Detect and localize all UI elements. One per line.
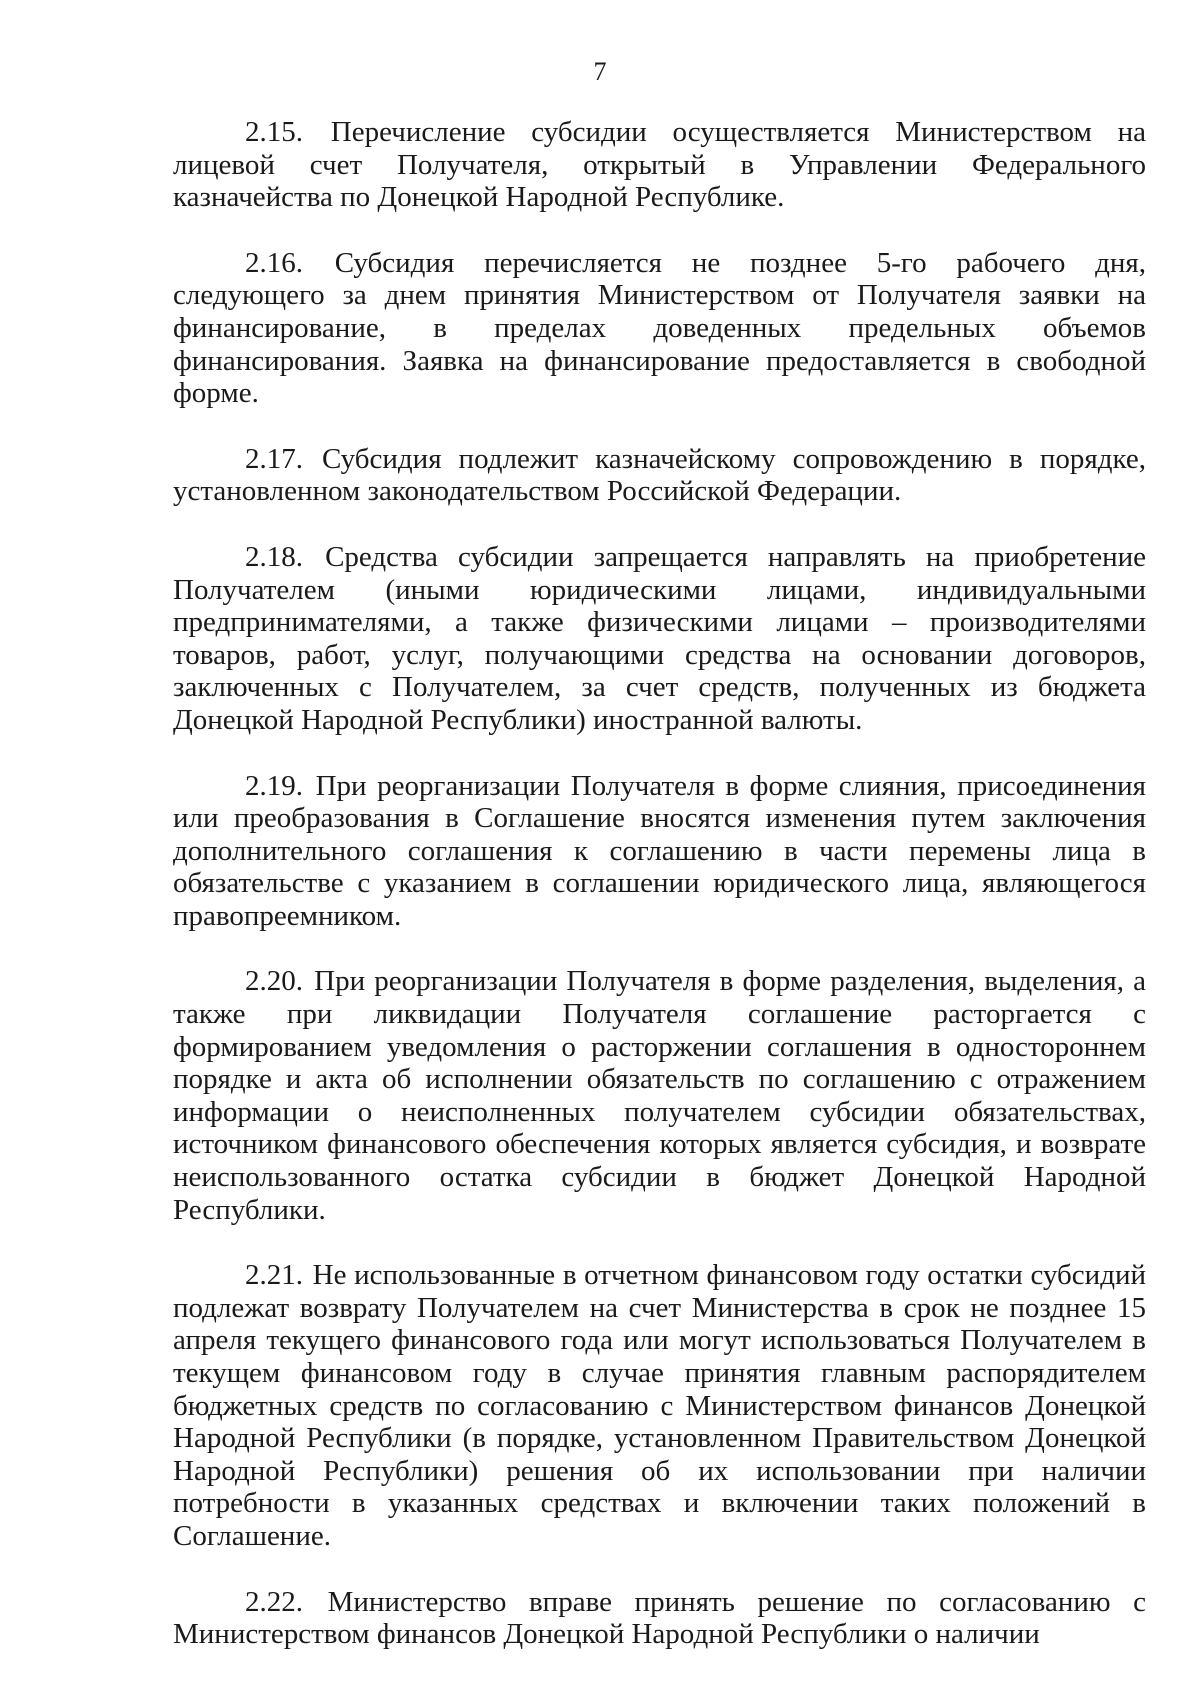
- paragraph-number: 2.20.: [245, 965, 303, 998]
- paragraph-2-18: [173, 541, 1146, 737]
- paragraph-text: Не использованные в отчетном финансовом году остатки субсидий подлежат возврату Получателем на счет Министерства в срок не позднее 15 апреля текущего финансового года или могут использоваться Получателем в текущем финансовом году в случае принятия главным распорядителем бюджетных средств по согласованию с Министерством финансов Донецкой Народной Республики (в порядке, установленном Правительством Донецкой Народной Республики) решения об их использовании при наличии потребности в указанных средствах и включении таких положений в Соглашение.: [173, 1259, 1146, 1552]
- paragraph-2-16: [173, 247, 1146, 410]
- paragraph-text: При реорганизации Получателя в форме слияния, присоединения или преобразования в Соглашение вносятся изменения путем заключения дополнительного соглашения к соглашению в части перемены лица в обязательстве с указанием в соглашении юридического лица, являющегося правопреемником.: [173, 769, 1147, 932]
- paragraph-text: Субсидия перечисляется не позднее 5-го рабочего дня, следующего за днем принятия Министерством от Получателя заявки на финансирование, в пределах доведенных предельных объемов финансирования. Заявка на финансирование предоставляется в свободной форме.: [173, 246, 1147, 410]
- paragraph-2-15: [173, 116, 1146, 214]
- paragraph-number: 2.19.: [245, 769, 303, 802]
- paragraph-text: При реорганизации Получателя в форме разделения, выделения, а также при ликвидации Получателя соглашение расторгается с формированием уведомления о расторжении соглашения в одностороннем порядке и акта об исполнении обязательств по соглашению с отражением информации о неисполненных получателем субсидии обязательствах, источником финансового обеспечения которых является субсидия, и возврате неиспользованного остатка субсидии в бюджет Донецкой Народной Республики.: [173, 965, 1147, 1226]
- paragraph-number: 2.17.: [245, 442, 303, 475]
- paragraph-2-22: [173, 1586, 1146, 1651]
- paragraph-2-17: [173, 443, 1146, 508]
- paragraph-text: Министерство вправе принять решение по согласованию с Министерством финансов Донецкой Народной Республики о наличии: [173, 1585, 1146, 1651]
- paragraph-number: 2.18.: [245, 540, 303, 573]
- document-body: [173, 116, 1146, 1651]
- paragraph-text: Средства субсидии запрещается направлять на приобретение Получателем (иными юридическими лицами, индивидуальными предпринимателями, а также физическими лицами – производителями товаров, работ, услуг, получающими средства на основании договоров, заключенных с Получателем, за счет средств, полученных из бюджета Донецкой Народной Республики) иностранной валюты.: [173, 540, 1146, 736]
- paragraph-number: 2.22.: [245, 1585, 303, 1618]
- paragraph-2-21: [173, 1259, 1146, 1552]
- paragraph-2-20: [173, 965, 1146, 1226]
- paragraph-number: 2.15.: [245, 116, 303, 148]
- paragraph-2-19: [173, 770, 1146, 933]
- paragraph-text: Перечисление субсидии осуществляется Министерством на лицевой счет Получателя, открытый в Управлении Федерального казначейства по Донецкой Народной Республике.: [173, 116, 1146, 214]
- page-number: 7: [593, 57, 607, 86]
- paragraph-text: Субсидия подлежит казначейскому сопровождению в порядке, установленном законодательством Российской Федерации.: [173, 442, 1146, 508]
- paragraph-number: 2.21.: [245, 1259, 303, 1292]
- paragraph-number: 2.16.: [245, 246, 303, 279]
